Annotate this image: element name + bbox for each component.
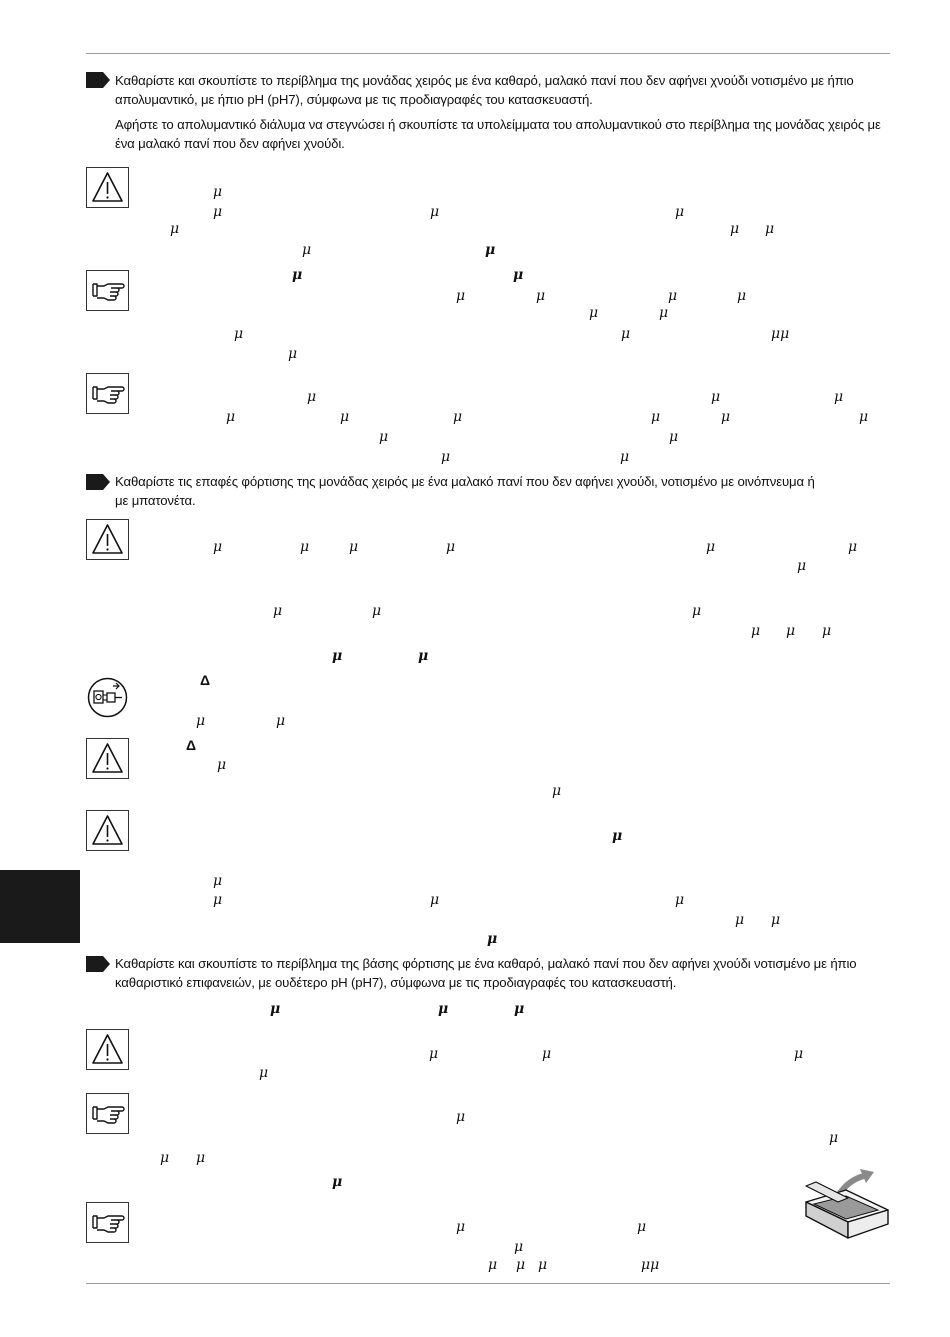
glyph-mu: μ [829,1130,839,1146]
glyph-mu: μ [735,912,745,928]
glyph-mu: μ [430,204,440,220]
glyph-mu: μ [771,912,781,928]
glyph-mu: μ [536,288,546,304]
instruction-text-3: Καθαρίστε και σκουπίστε το περίβλημα της βάσης φόρτισης με ένα καθαρό, μαλακό πανί που δεν αφήνει χνούδι νοτισμένο με ήπιο καθαριστικό επιφανειών, με ουδέτερο pH (pH7), σύμφωνα με τις προδιαγραφές του κατασκευαστή. [115,956,857,990]
glyph-mu: μ [612,828,623,844]
pointing-hand-icon [87,374,128,413]
glyph-mu: μ [487,931,498,947]
glyph-mu: μ [302,242,312,258]
instruction-text-1b: Αφήστε το απολυμαντικό διάλυμα να στεγνώσει ή σκουπίστε τα υπολείμματα του απολυμαντικού στο περίβλημα της μονάδας χειρός με ένα μαλακό πανί που δεν αφήνει χνούδι. [115,117,881,151]
glyph-mu: μ [418,648,429,664]
glyph-mu: μ [552,783,562,799]
warning-icon-box-2 [86,519,129,560]
pointing-hand-icon [87,1094,128,1133]
pointing-hand-icon [87,271,128,310]
glyph-mu: μ [226,409,236,425]
warning-icon-box-3 [86,738,129,779]
glyph-mu-double: μμ [641,1257,660,1273]
glyph-mu: μ [794,1046,804,1062]
note-icon-box-2 [86,373,129,414]
instruction-paragraph-2 [115,472,820,516]
warning-triangle-icon [87,739,128,778]
glyph-mu: μ [213,892,223,908]
glyph-mu: μ [538,1257,548,1273]
glyph-mu: μ [288,346,298,362]
glyph-mu: μ [737,288,747,304]
glyph-mu: μ [456,1219,466,1235]
glyph-mu: μ [706,539,716,555]
bullet-marker-3 [86,956,110,972]
glyph-mu: μ [589,305,599,321]
glyph-mu: μ [441,449,451,465]
glyph-mu: μ [160,1150,170,1166]
glyph-mu: μ [270,1001,281,1017]
unplug-power-icon [86,677,129,718]
glyph-mu: μ [765,221,775,237]
glyph-mu: μ [273,603,283,619]
glyph-delta: Δ [200,672,211,688]
glyph-mu: μ [453,409,463,425]
glyph-mu: μ [372,603,382,619]
glyph-mu: μ [514,1239,524,1255]
warning-icon-box-4 [86,810,129,851]
glyph-mu: μ [300,539,310,555]
note-icon-box-3 [86,1093,129,1134]
glyph-mu: μ [213,184,223,200]
glyph-mu: μ [332,648,343,664]
glyph-mu: μ [349,539,359,555]
warning-icon-box-1 [86,167,129,208]
warning-triangle-icon [87,1030,128,1069]
glyph-mu: μ [834,389,844,405]
glyph-mu: μ [259,1065,269,1081]
pointing-hand-icon [87,1203,128,1242]
instruction-paragraph-1 [115,71,895,159]
unplug-icon-box [86,677,129,718]
bullet-marker-1 [86,72,110,88]
glyph-mu: μ [797,558,807,574]
glyph-mu: μ [620,449,630,465]
glyph-mu: μ [438,1001,449,1017]
glyph-mu: μ [621,326,631,342]
glyph-mu: μ [675,892,685,908]
glyph-mu: μ [170,221,180,237]
warning-triangle-icon [87,520,128,559]
instruction-paragraph-3 [115,954,895,998]
glyph-mu-double: μμ [771,326,790,342]
glyph-mu: μ [217,757,227,773]
warning-triangle-icon [87,811,128,850]
glyph-delta: Δ [186,737,197,753]
glyph-mu: μ [730,221,740,237]
glyph-mu: μ [659,305,669,321]
glyph-mu: μ [292,267,303,283]
glyph-mu: μ [456,1109,466,1125]
glyph-mu: μ [668,288,678,304]
glyph-mu: μ [332,1174,343,1190]
glyph-mu: μ [276,713,286,729]
warning-icon-box-5 [86,1029,129,1070]
glyph-mu: μ [637,1219,647,1235]
bottom-rule [86,1283,890,1284]
instruction-text-1a: Καθαρίστε και σκουπίστε το περίβλημα της μονάδας χειρός με ένα καθαρό, μαλακό πανί που δεν αφήνει χνούδι νοτισμένο με ήπιο απολυμαντικό, με ήπιο pH (pH7), σύμφωνα με τις προδιαγραφές του κατασκευαστή. [115,73,854,107]
glyph-mu: μ [379,429,389,445]
glyph-mu: μ [859,409,869,425]
glyph-mu: μ [822,623,832,639]
top-rule [86,53,890,54]
glyph-mu: μ [651,409,661,425]
glyph-mu: μ [430,892,440,908]
glyph-mu: μ [485,242,496,258]
glyph-mu: μ [692,603,702,619]
glyph-mu: μ [213,873,223,889]
glyph-mu: μ [307,389,317,405]
glyph-mu: μ [542,1046,552,1062]
glyph-mu: μ [488,1257,498,1273]
glyph-mu: μ [213,204,223,220]
glyph-mu: μ [675,204,685,220]
glyph-mu: μ [848,539,858,555]
glyph-mu: μ [514,1001,525,1017]
instruction-text-2: Καθαρίστε τις επαφές φόρτισης της μονάδας χειρός με ένα μαλακό πανί που δεν αφήνει χνούδι, νοτισμένο με οινόπνευμα ή με μπατονέτα. [115,474,815,508]
glyph-mu: μ [213,539,223,555]
glyph-mu: μ [340,409,350,425]
glyph-mu: μ [429,1046,439,1062]
side-thumb-tab [0,870,80,943]
glyph-mu: μ [196,713,206,729]
glyph-mu: μ [234,326,244,342]
charging-base-open-lid-illustration [800,1166,892,1244]
note-icon-box-4 [86,1202,129,1243]
glyph-mu: μ [456,288,466,304]
bullet-marker-2 [86,474,110,490]
glyph-mu: μ [786,623,796,639]
glyph-mu: μ [711,389,721,405]
note-icon-box-1 [86,270,129,311]
glyph-mu: μ [721,409,731,425]
glyph-mu: μ [513,267,524,283]
glyph-mu: μ [669,429,679,445]
glyph-mu: μ [196,1150,206,1166]
warning-triangle-icon [87,168,128,207]
glyph-mu: μ [446,539,456,555]
glyph-mu: μ [751,623,761,639]
glyph-mu: μ [516,1257,526,1273]
